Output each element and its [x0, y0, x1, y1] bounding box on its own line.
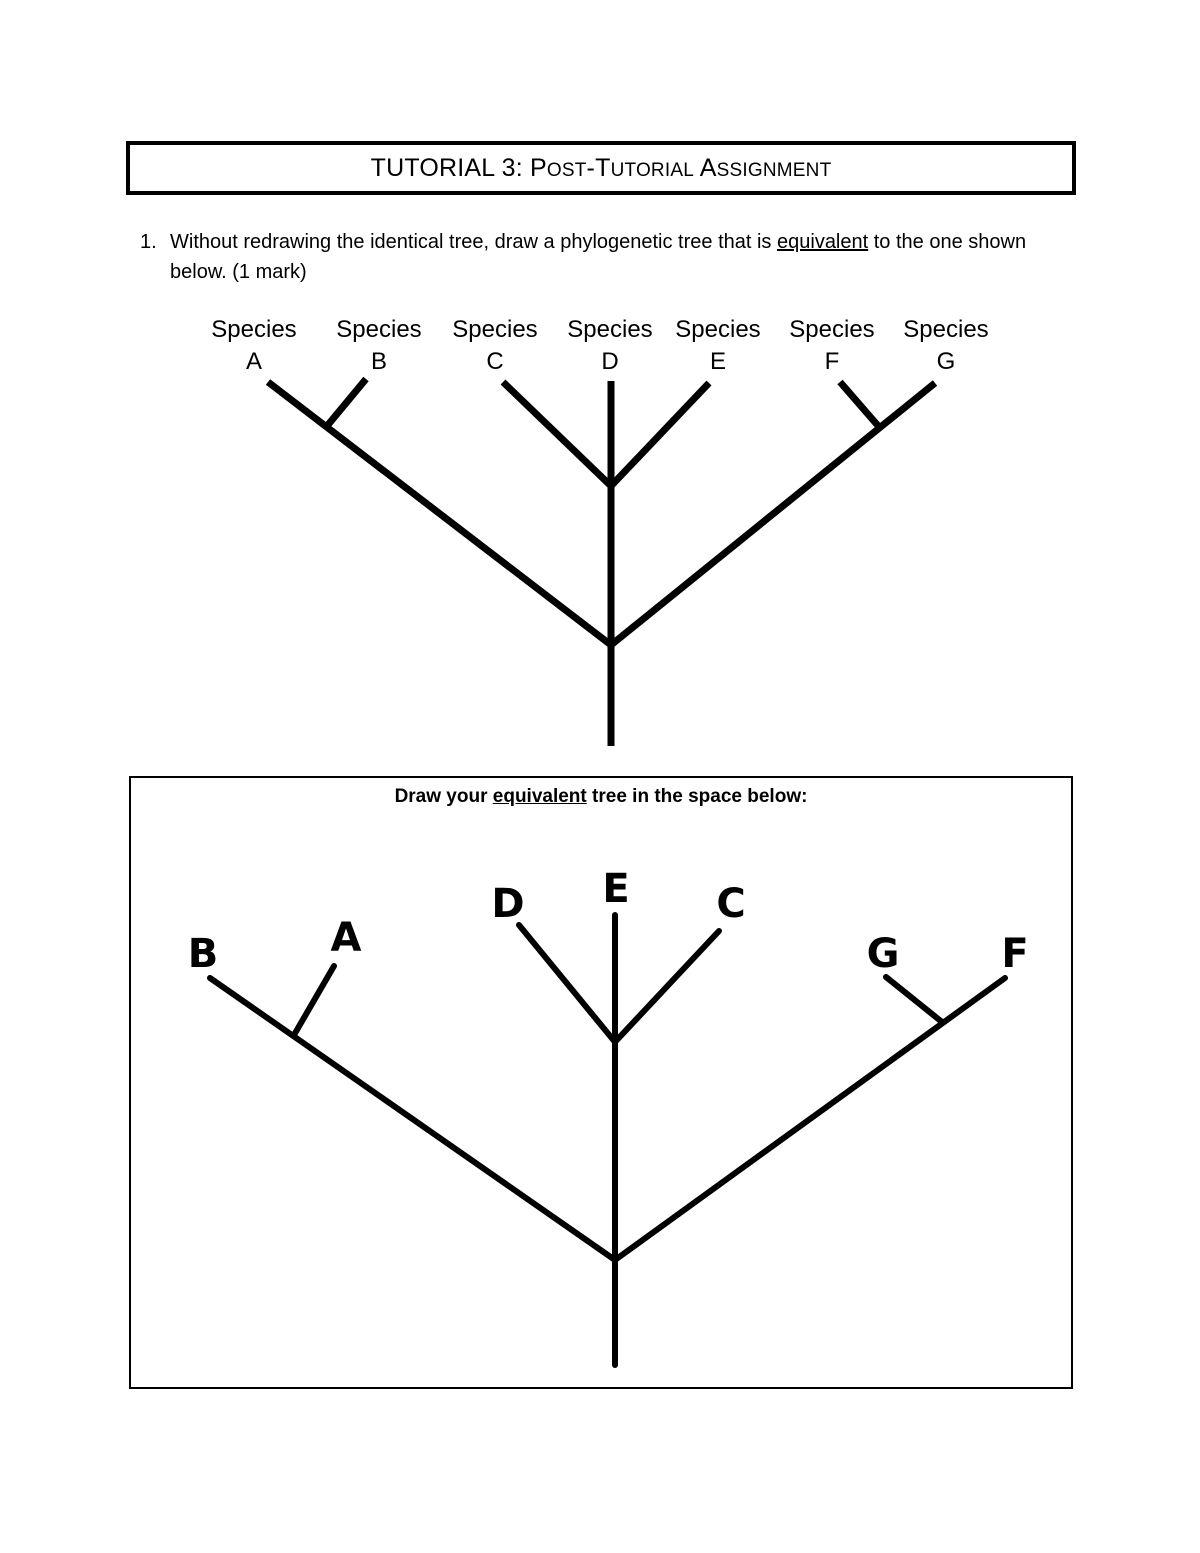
answer-heading-before: Draw your [394, 786, 493, 807]
answer-label-e: E [602, 866, 630, 912]
title-main: TUTORIAL 3: [370, 153, 530, 182]
title-small-ssignment: SSIGNMENT [716, 159, 832, 181]
species-label-a: A [245, 348, 263, 375]
reference-tree [0, 0, 1200, 760]
answer-label-b: B [187, 931, 219, 977]
species-word-d: Species [567, 316, 653, 343]
ref-branch-f [840, 382, 880, 428]
species-label-c: C [486, 348, 504, 375]
species-label-d: D [601, 348, 619, 375]
ref-branch-e [611, 383, 709, 486]
answer-label-f: F [1001, 931, 1029, 977]
species-word-a: Species [211, 316, 297, 343]
ref-branch-left [268, 382, 611, 645]
species-word-e: Species [675, 316, 761, 343]
ref-branch-c [503, 382, 611, 486]
ref-branch-right [611, 383, 935, 645]
species-label-e: E [709, 348, 727, 375]
species-label-b: B [370, 348, 388, 375]
species-word-f: Species [789, 316, 875, 343]
ref-branch-b [327, 379, 366, 426]
answer-box [129, 776, 1073, 1389]
answer-label-a: A [330, 915, 362, 961]
title-small-utorial: UTORIAL [610, 159, 694, 181]
answer-label-g: G [866, 931, 900, 977]
question-text-before: Without redrawing the identical tree, draw a phylogenetic tree that is [170, 231, 777, 253]
question-number: 1. [140, 231, 157, 253]
answer-heading [131, 786, 1071, 808]
title-small-ost: OST [546, 159, 587, 181]
title-cap-p: P [530, 153, 547, 182]
title-cap-a: A [699, 153, 717, 182]
species-word-g: Species [903, 316, 989, 343]
answer-heading-after: tree in the space below: [586, 786, 808, 807]
species-word-b: Species [336, 316, 422, 343]
answer-heading-underlined: equivalent [492, 786, 587, 807]
question-text-after: to the one shown below. (1 mark) [170, 231, 1027, 283]
question-text-underlined: equivalent [777, 231, 869, 253]
species-label-f: F [824, 348, 840, 375]
answer-label-c: C [716, 881, 746, 927]
title-cap-t: T [595, 153, 611, 182]
species-word-c: Species [452, 316, 538, 343]
title-dash: - [586, 153, 596, 182]
species-label-g: G [936, 348, 956, 375]
answer-label-d: D [491, 881, 525, 927]
